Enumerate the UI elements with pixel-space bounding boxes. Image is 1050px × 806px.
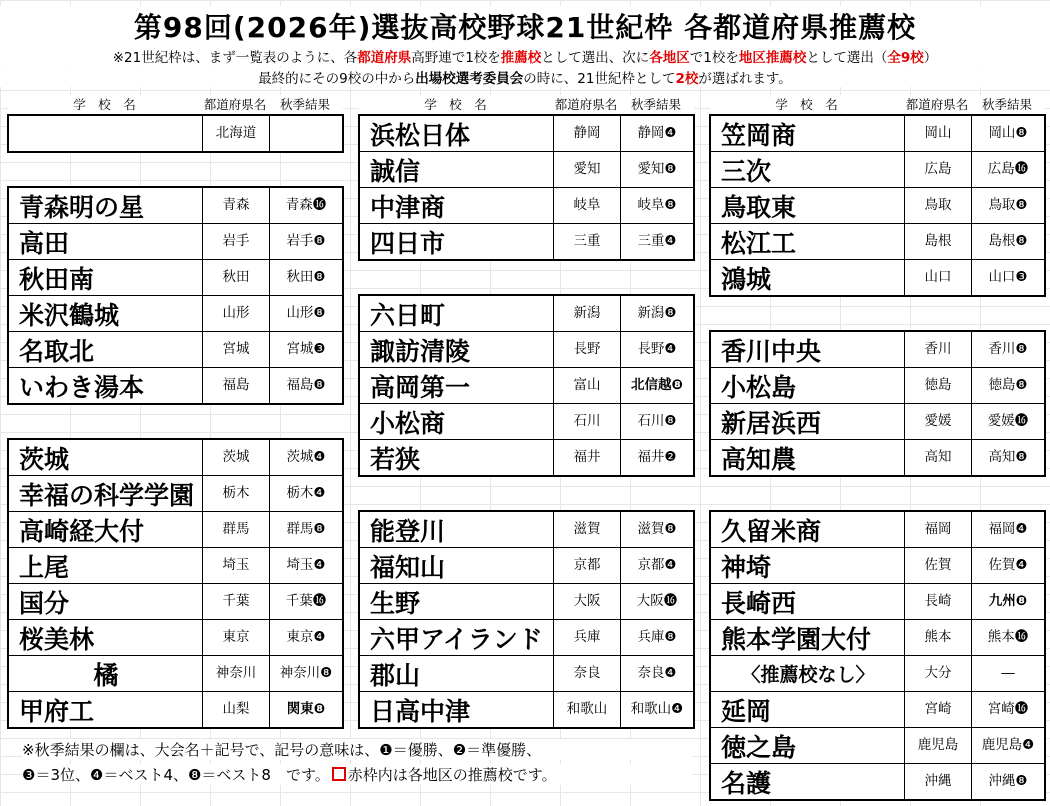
prefecture-cell: 島根 xyxy=(905,224,972,259)
prefecture-cell: 沖縄 xyxy=(905,764,972,799)
school-row xyxy=(711,224,1044,260)
block-chugoku xyxy=(709,114,1046,297)
school-name: 若狭 xyxy=(370,444,421,474)
school-name: 小松島 xyxy=(721,372,797,402)
school-row xyxy=(9,116,342,151)
school-name-cell xyxy=(360,404,554,439)
prefecture-cell: 山口 xyxy=(905,260,972,295)
header-result: 秋季結果 xyxy=(279,97,330,112)
prefecture-cell: 徳島 xyxy=(905,368,972,403)
school-name: 六日町 xyxy=(370,300,446,330)
prefecture-cell: 長野 xyxy=(554,332,621,367)
autumn-result-cell: 山口❸ xyxy=(988,269,1028,285)
autumn-result-cell: 岐阜❽ xyxy=(637,197,677,213)
school-row xyxy=(9,548,342,584)
block-shikoku xyxy=(709,330,1046,477)
note-line-1: ※21世紀枠は、まず一覧表のように、各都道府県高野連で1校を推薦校として選出、次に各地区で1校を地区推薦校として選出（全9校） xyxy=(0,46,1050,66)
autumn-result-cell: 徳島❽ xyxy=(988,377,1028,393)
school-row xyxy=(360,332,693,368)
school-row xyxy=(711,692,1044,728)
school-name: 生野 xyxy=(370,588,421,618)
header-pref: 都道府県名 xyxy=(203,97,267,112)
prefecture-cell: 兵庫 xyxy=(554,620,621,655)
school-name-cell xyxy=(711,152,905,187)
prefecture-cell: 福井 xyxy=(554,440,621,475)
autumn-result-cell: 北信越❽ xyxy=(631,377,683,393)
school-row xyxy=(711,152,1044,188)
school-name xyxy=(9,116,202,151)
school-row xyxy=(711,512,1044,548)
prefecture-cell: 熊本 xyxy=(905,620,972,655)
school-name: 名取北 xyxy=(19,336,95,366)
school-row xyxy=(9,620,342,656)
autumn-result-cell: 三重❹ xyxy=(637,233,677,249)
prefecture-cell: 大阪 xyxy=(554,584,621,619)
school-row xyxy=(9,188,342,224)
school-name: 三次 xyxy=(721,156,772,186)
prefecture-cell: 高知 xyxy=(905,440,972,475)
prefecture-cell: 静岡 xyxy=(554,116,621,151)
autumn-result-cell: 栃木❹ xyxy=(286,485,326,501)
school-name-cell xyxy=(9,548,203,583)
autumn-result-cell: 東京❹ xyxy=(286,629,326,645)
prefecture-cell: 鳥取 xyxy=(905,188,972,223)
school-name-cell xyxy=(360,188,554,223)
school-name-cell xyxy=(9,512,203,547)
school-row xyxy=(360,152,693,188)
autumn-result-cell: 関東❽ xyxy=(286,701,326,717)
school-name: 高田 xyxy=(19,228,70,258)
school-row xyxy=(711,188,1044,224)
prefecture-cell: 奈良 xyxy=(554,656,621,691)
autumn-result-cell: 鹿児島❹ xyxy=(981,737,1035,753)
prefecture-cell: 岐阜 xyxy=(554,188,621,223)
school-name-cell xyxy=(360,296,554,331)
autumn-result-cell: 石川❽ xyxy=(637,413,677,429)
autumn-result-cell: 新潟❽ xyxy=(637,305,677,321)
school-name: 四日市 xyxy=(370,228,446,258)
prefecture-cell: 広島 xyxy=(905,152,972,187)
autumn-result-cell xyxy=(270,116,342,151)
column-header-1 xyxy=(8,95,343,113)
prefecture-cell: 京都 xyxy=(554,548,621,583)
autumn-result-cell: 和歌山❹ xyxy=(630,701,684,717)
block-kanto xyxy=(7,438,344,729)
school-row xyxy=(360,224,693,259)
column-header-2 xyxy=(359,95,694,113)
prefecture-cell: 岩手 xyxy=(203,224,270,259)
autumn-result-cell: 岡山❽ xyxy=(988,125,1028,141)
school-row xyxy=(9,512,342,548)
school-name: 橘 xyxy=(93,660,119,690)
prefecture-cell: 富山 xyxy=(554,368,621,403)
prefecture-cell: 滋賀 xyxy=(554,512,621,547)
school-name: 上尾 xyxy=(19,552,70,582)
school-row xyxy=(360,116,693,152)
prefecture-cell: 神奈川 xyxy=(203,656,270,691)
school-row xyxy=(711,656,1044,692)
autumn-result-cell: 埼玉❹ xyxy=(286,557,326,573)
prefecture-cell: 新潟 xyxy=(554,296,621,331)
school-name: 久留米商 xyxy=(721,516,822,546)
school-name-cell xyxy=(360,224,554,259)
school-name-cell xyxy=(711,368,905,403)
school-row xyxy=(711,548,1044,584)
autumn-result-cell: 秋田❽ xyxy=(286,269,326,285)
autumn-result-cell: 京都❹ xyxy=(637,557,677,573)
school-name: 徳之島 xyxy=(721,732,797,762)
autumn-result-cell: 愛媛⓰ xyxy=(987,413,1029,429)
page-title: 第98回(2026年)選抜高校野球21世紀枠 各都道府県推薦校 xyxy=(0,6,1050,46)
school-name-cell xyxy=(360,440,554,475)
column-header-3 xyxy=(710,95,1045,113)
autumn-result-cell: 兵庫❽ xyxy=(637,629,677,645)
school-name-cell xyxy=(360,512,554,547)
school-row xyxy=(360,656,693,692)
autumn-result-cell: 広島⓰ xyxy=(987,161,1029,177)
school-name: 鳥取東 xyxy=(721,192,797,222)
school-name-cell xyxy=(9,440,203,475)
school-row xyxy=(360,404,693,440)
school-name-cell xyxy=(360,116,554,151)
prefecture-cell: 福岡 xyxy=(905,512,972,547)
school-name-cell xyxy=(711,116,905,151)
school-row xyxy=(9,296,342,332)
school-name: 幸福の科学学園 xyxy=(19,480,195,510)
header-school: 学 校 名 xyxy=(424,97,487,112)
school-name-cell xyxy=(711,224,905,259)
school-row xyxy=(9,332,342,368)
school-row xyxy=(711,440,1044,475)
school-row xyxy=(9,260,342,296)
prefecture-cell: 鹿児島 xyxy=(905,728,972,763)
school-name: 長崎西 xyxy=(721,588,797,618)
school-row xyxy=(711,116,1044,152)
school-name: 名護 xyxy=(721,768,772,798)
school-name: 秋田南 xyxy=(19,264,95,294)
school-row xyxy=(360,692,693,727)
school-name: 神埼 xyxy=(721,552,772,582)
header-result: 秋季結果 xyxy=(981,97,1032,112)
school-name: 甲府工 xyxy=(19,696,95,726)
school-row xyxy=(711,584,1044,620)
school-name-cell xyxy=(9,656,203,691)
school-name-cell xyxy=(711,584,905,619)
school-name: 誠信 xyxy=(370,156,421,186)
school-name: 福知山 xyxy=(370,552,446,582)
prefecture-cell: 和歌山 xyxy=(554,692,621,727)
school-name: 高岡第一 xyxy=(370,372,471,402)
prefecture-cell: 宮崎 xyxy=(905,692,972,727)
autumn-result-cell: 佐賀❹ xyxy=(988,557,1028,573)
autumn-result-cell: 静岡❹ xyxy=(637,125,677,141)
block-hokushinetsu xyxy=(358,294,695,477)
red-frame-icon xyxy=(332,767,346,781)
school-name-cell xyxy=(711,188,905,223)
prefecture-cell: 愛媛 xyxy=(905,404,972,439)
school-name: 鴻城 xyxy=(721,264,772,294)
prefecture-cell: 三重 xyxy=(554,224,621,259)
autumn-result-cell: 岩手❽ xyxy=(286,233,326,249)
school-name-cell xyxy=(9,332,203,367)
school-name-cell xyxy=(360,368,554,403)
footer-line-2: ❸＝3位、❹＝ベスト4、❽＝ベスト8 です。 赤枠内は各地区の推薦校です。 xyxy=(22,764,692,785)
school-name: 延岡 xyxy=(721,696,772,726)
footer-line-1: ※秋季結果の欄は、大会名＋記号で、記号の意味は、❶＝優勝、❷＝準優勝、 xyxy=(22,739,692,760)
prefecture-cell: 群馬 xyxy=(203,512,270,547)
autumn-result-cell: ― xyxy=(1001,665,1015,681)
prefecture-cell: 香川 xyxy=(905,332,972,367)
prefecture-cell: 茨城 xyxy=(203,440,270,475)
school-name: 松江工 xyxy=(721,228,797,258)
school-row xyxy=(360,620,693,656)
school-name-cell xyxy=(711,404,905,439)
school-name: 新居浜西 xyxy=(721,408,822,438)
autumn-result-cell: 群馬❽ xyxy=(286,521,326,537)
block-kinki xyxy=(358,510,695,729)
prefecture-cell: 山形 xyxy=(203,296,270,331)
autumn-result-cell: 鳥取❽ xyxy=(988,197,1028,213)
school-name: 中津商 xyxy=(370,192,446,222)
school-name-cell xyxy=(711,656,905,691)
school-name: 香川中央 xyxy=(721,336,822,366)
autumn-result-cell: 香川❽ xyxy=(988,341,1028,357)
school-row xyxy=(9,476,342,512)
school-name-cell xyxy=(9,620,203,655)
autumn-result-cell: 福島❽ xyxy=(286,377,326,393)
school-name: 国分 xyxy=(19,588,70,618)
school-name-cell xyxy=(9,116,203,151)
school-name-cell xyxy=(360,692,554,727)
header-pref: 都道府県名 xyxy=(554,97,618,112)
school-name-cell xyxy=(9,584,203,619)
autumn-result-cell: 千葉⓰ xyxy=(285,593,327,609)
school-name: 熊本学園大付 xyxy=(721,624,872,654)
school-name-cell xyxy=(360,548,554,583)
school-name-cell xyxy=(9,224,203,259)
block-kyushu xyxy=(709,510,1046,801)
block-hokkaido xyxy=(7,114,344,153)
autumn-result-cell: 宮城❸ xyxy=(286,341,326,357)
block-tohoku xyxy=(7,186,344,405)
prefecture-cell: 北海道 xyxy=(203,116,270,151)
school-row xyxy=(711,764,1044,799)
school-name-cell xyxy=(360,656,554,691)
school-row xyxy=(9,656,342,692)
prefecture-cell: 秋田 xyxy=(203,260,270,295)
school-row xyxy=(9,368,342,403)
school-row xyxy=(9,224,342,260)
school-row xyxy=(711,404,1044,440)
school-name: 日高中津 xyxy=(370,696,471,726)
prefecture-cell: 石川 xyxy=(554,404,621,439)
autumn-result-cell: 高知❽ xyxy=(988,449,1028,465)
school-name: 六甲アイランド xyxy=(370,624,543,654)
school-name: 桜美林 xyxy=(19,624,95,654)
autumn-result-cell: 九州❽ xyxy=(988,593,1028,609)
header-school: 学 校 名 xyxy=(775,97,838,112)
school-name: 浜松日体 xyxy=(370,120,471,150)
prefecture-cell: 埼玉 xyxy=(203,548,270,583)
school-name-cell xyxy=(711,512,905,547)
autumn-result-cell: 愛知❽ xyxy=(637,161,677,177)
prefecture-cell: 宮城 xyxy=(203,332,270,367)
autumn-result-cell: 長野❹ xyxy=(637,341,677,357)
autumn-result-cell: 熊本⓰ xyxy=(987,629,1029,645)
school-name: いわき湯本 xyxy=(19,372,145,402)
school-name: 笠岡商 xyxy=(721,120,797,150)
autumn-result-cell: 大阪⓰ xyxy=(636,593,678,609)
school-name-cell xyxy=(360,152,554,187)
school-name-cell xyxy=(9,476,203,511)
school-name-cell xyxy=(9,692,203,727)
school-name-cell xyxy=(711,764,905,799)
school-row xyxy=(9,440,342,476)
prefecture-cell: 青森 xyxy=(203,188,270,223)
school-name-cell xyxy=(711,260,905,295)
header-pref: 都道府県名 xyxy=(905,97,969,112)
school-name: 米沢鶴城 xyxy=(19,300,120,330)
note-line-2: 最終的にその9校の中から出場校選考委員会の時に、21世紀枠として2校が選ばれます。 xyxy=(0,67,1050,87)
school-row xyxy=(711,332,1044,368)
autumn-result-cell: 福岡❹ xyxy=(988,521,1028,537)
prefecture-cell: 千葉 xyxy=(203,584,270,619)
school-name: 青森明の星 xyxy=(19,192,145,222)
school-row xyxy=(360,368,693,404)
school-row xyxy=(711,368,1044,404)
school-name-cell xyxy=(9,368,203,403)
school-name-cell xyxy=(711,620,905,655)
school-row xyxy=(9,584,342,620)
school-name: 能登川 xyxy=(370,516,446,546)
prefecture-cell: 大分 xyxy=(905,656,972,691)
school-name-cell xyxy=(9,188,203,223)
school-row xyxy=(360,512,693,548)
header-school: 学 校 名 xyxy=(73,97,136,112)
prefecture-cell: 岡山 xyxy=(905,116,972,151)
school-name: 〈推薦校なし〉 xyxy=(741,664,875,686)
school-row xyxy=(711,260,1044,295)
autumn-result-cell: 沖縄❽ xyxy=(988,773,1028,789)
prefecture-cell: 佐賀 xyxy=(905,548,972,583)
school-name-cell xyxy=(711,692,905,727)
school-name-cell xyxy=(711,440,905,475)
school-row xyxy=(360,188,693,224)
autumn-result-cell: 山形❽ xyxy=(286,305,326,321)
prefecture-cell: 福島 xyxy=(203,368,270,403)
autumn-result-cell: 神奈川❽ xyxy=(279,665,333,681)
autumn-result-cell: 奈良❹ xyxy=(637,665,677,681)
school-row xyxy=(711,620,1044,656)
school-name-cell xyxy=(9,260,203,295)
school-name-cell xyxy=(9,296,203,331)
header-result: 秋季結果 xyxy=(630,97,681,112)
autumn-result-cell: 宮崎⓰ xyxy=(987,701,1029,717)
school-row xyxy=(360,296,693,332)
school-name-cell xyxy=(360,332,554,367)
prefecture-cell: 東京 xyxy=(203,620,270,655)
autumn-result-cell: 青森⓰ xyxy=(285,197,327,213)
autumn-result-cell: 滋賀❽ xyxy=(637,521,677,537)
school-name: 茨城 xyxy=(19,444,70,474)
school-row xyxy=(360,548,693,584)
autumn-result-cell: 福井❷ xyxy=(637,449,677,465)
school-name: 小松商 xyxy=(370,408,446,438)
block-tokai xyxy=(358,114,695,261)
school-row xyxy=(9,692,342,727)
prefecture-cell: 長崎 xyxy=(905,584,972,619)
school-row xyxy=(360,440,693,475)
school-name-cell xyxy=(711,332,905,367)
school-name: 高知農 xyxy=(721,444,797,474)
school-name: 郡山 xyxy=(370,660,421,690)
prefecture-cell: 山梨 xyxy=(203,692,270,727)
school-name: 高崎経大付 xyxy=(19,516,145,546)
prefecture-cell: 愛知 xyxy=(554,152,621,187)
prefecture-cell: 栃木 xyxy=(203,476,270,511)
school-name-cell xyxy=(360,584,554,619)
school-row xyxy=(711,728,1044,764)
autumn-result-cell: 島根❽ xyxy=(988,233,1028,249)
school-name-cell xyxy=(711,548,905,583)
school-name-cell xyxy=(711,728,905,763)
school-row xyxy=(360,584,693,620)
school-name: 諏訪清陵 xyxy=(370,336,471,366)
school-name-cell xyxy=(360,620,554,655)
autumn-result-cell: 茨城❹ xyxy=(286,449,326,465)
